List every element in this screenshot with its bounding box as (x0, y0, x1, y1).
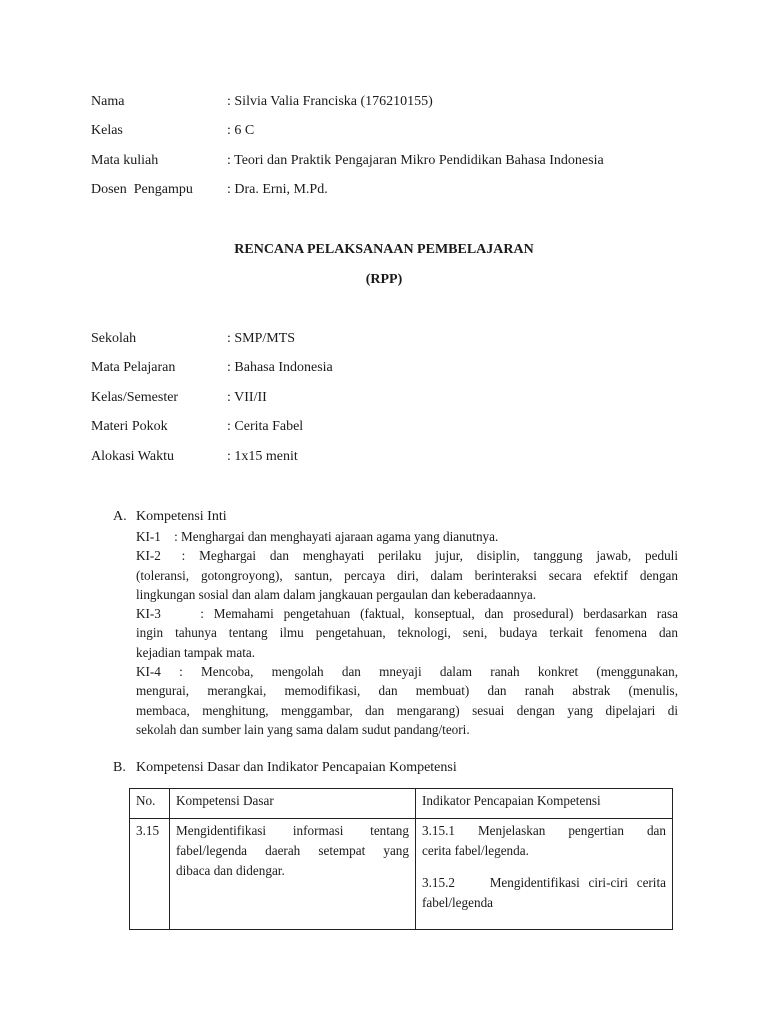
cell-line: 3.15.1 Menjelaskan pengertian dan (422, 823, 666, 838)
ki-line: kejadian tampak mata. (136, 644, 256, 660)
identity-label: Materi Pokok (91, 419, 168, 434)
section-title: Kompetensi Inti (136, 509, 227, 524)
cell-line: Mengidentifikasi informasi tentang (176, 823, 409, 838)
table-row (130, 819, 673, 930)
cell-line: fabel/legenda daerah setempat yang (176, 843, 409, 858)
ki-line: sekolah dan sumber lain yang sama dalam sudut pandang/teori. (136, 721, 470, 737)
identity-value: : Bahasa Indonesia (227, 360, 333, 375)
identity-value: : Cerita Fabel (227, 419, 304, 434)
cell-line: 3.15.2 Mengidentifikasi ciri-ciri cerita (422, 875, 666, 890)
ki-line: membaca, menghitung, menggambar, dan mengarang) sesuai dengan yang dipelajari di (136, 702, 678, 718)
kompetensi-dasar-table (129, 788, 673, 930)
cell-line: cerita fabel/legenda. (422, 843, 529, 858)
identity-label: Kelas/Semester (91, 390, 179, 405)
header-value: : Teori dan Praktik Pengajaran Mikro Pendidikan Bahasa Indonesia (227, 153, 604, 168)
identity-value: : SMP/MTS (227, 331, 296, 346)
ki-line: lingkungan sosial dan alam dalam jangkauan pergaulan dan keberadaannya. (136, 586, 536, 602)
header-value: : Silvia Valia Franciska (176210155) (227, 94, 433, 109)
cell-line: dibaca dan didengar. (176, 863, 285, 878)
ki-line: KI-1 : Menghargai dan menghayati ajaraan agama yang dianutnya. (136, 529, 499, 544)
document-title: RENCANA PELAKSANAAN PEMBELAJARAN (234, 242, 534, 257)
section-letter: B. (113, 760, 126, 775)
table-header-no: No. (130, 789, 170, 819)
identity-label: Alokasi Waktu (91, 449, 174, 464)
section-title: Kompetensi Dasar dan Indikator Pencapaian Kompetensi (136, 760, 457, 775)
table-cell-no (130, 819, 170, 930)
header-value: : Dra. Erni, M.Pd. (227, 182, 328, 197)
ki-line: ingin tahunya tentang ilmu pengetahuan, teknologi, seni, budaya terkait fenomena dan (136, 625, 678, 641)
section-b-heading (113, 758, 457, 778)
table-header-kompetensi-dasar: Kompetensi Dasar (170, 789, 416, 819)
ki-line: KI-4 : Mencoba, mengolah dan mneyaji dalam ranah konkret (menggunakan, (136, 664, 678, 680)
identity-label: Mata Pelajaran (91, 360, 176, 375)
identity-value: : VII/II (227, 390, 267, 405)
table-cell-indikator (416, 819, 673, 930)
cell-text: 3.15 (136, 823, 160, 838)
table-header-row (130, 789, 673, 819)
header-label: Dosen Pengampu (91, 182, 193, 197)
ki-line: (toleransi, gotongroyong), santun, percaya diri, dalam berinteraksi secara efektif dengan (136, 567, 678, 583)
ki-line: KI-3 : Memahami pengetahuan (faktual, konseptual, dan prosedural) berdasarkan rasa (136, 606, 678, 622)
header-label: Nama (91, 94, 125, 109)
table-header-indikator: Indikator Pencapaian Kompetensi (416, 789, 673, 819)
spacer (422, 861, 666, 873)
document-subtitle: (RPP) (365, 272, 403, 287)
header-label: Mata kuliah (91, 153, 159, 168)
ki-line: KI-2 : Meghargai dan menghayati perilaku jujur, disiplin, tanggung jawab, peduli (136, 548, 678, 564)
kompetensi-inti-list (136, 527, 678, 739)
header-label: Kelas (91, 123, 123, 138)
identity-value: : 1x15 menit (227, 449, 298, 464)
section-letter: A. (113, 509, 127, 524)
ki-line: mengurai, merangkai, memodifikasi, dan membuat) dan ranah abstrak (menulis, (136, 683, 678, 699)
identity-label: Sekolah (91, 331, 137, 346)
cell-line: fabel/legenda (422, 895, 494, 910)
section-a-heading (113, 507, 227, 527)
header-value: : 6 C (227, 123, 255, 138)
table-cell-kompetensi-dasar (170, 819, 416, 930)
